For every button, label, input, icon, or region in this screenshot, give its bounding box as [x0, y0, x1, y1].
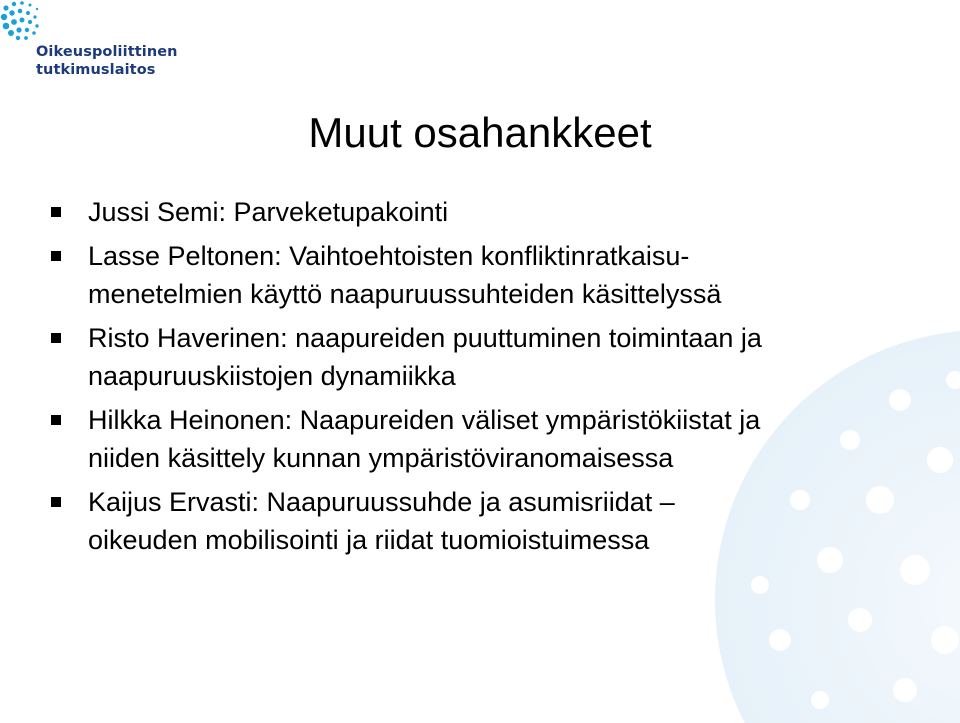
bullet-line: Kaijus Ervasti: Naapuruussuhde ja asumisriidat – — [88, 487, 675, 517]
globe-logo-icon — [0, 0, 44, 42]
square-bullet-icon — [51, 497, 61, 507]
bullet-text — [88, 401, 926, 477]
square-bullet-icon — [51, 251, 61, 261]
bullet-item — [46, 237, 926, 313]
bullet-item — [46, 483, 926, 559]
bullet-line: Jussi Semi: Parveketupakointi — [88, 197, 449, 227]
bullet-line: naapuruuskiistojen dynamiikka — [88, 361, 456, 391]
logo-line-2: tutkimuslaitos — [36, 62, 156, 78]
bullet-list — [46, 193, 926, 565]
bullet-line: menetelmien käyttö naapuruussuhteiden käsittelyssä — [88, 279, 722, 309]
bullet-line: niiden käsittely kunnan ympäristöviranomaisessa — [88, 443, 674, 473]
square-bullet-icon — [51, 207, 61, 217]
bullet-item — [46, 319, 926, 395]
bullet-text — [88, 237, 926, 313]
bullet-line: Hilkka Heinonen: Naapureiden väliset ympäristökiistat ja — [88, 405, 761, 435]
square-bullet-icon — [51, 333, 61, 343]
bullet-text — [88, 319, 926, 395]
square-bullet-icon — [51, 415, 61, 425]
logo-line-1: Oikeuspoliittinen — [36, 44, 178, 60]
logo-wordmark — [36, 43, 178, 79]
bullet-item — [46, 401, 926, 477]
bullet-line: Lasse Peltonen: Vaihtoehtoisten konfliktinratkaisu- — [88, 241, 690, 271]
bullet-line: Risto Haverinen: naapureiden puuttuminen toimintaan ja — [88, 323, 762, 353]
bullet-item — [46, 193, 926, 231]
bullet-text — [88, 483, 926, 559]
logo — [0, 0, 220, 90]
bullet-text — [88, 193, 926, 231]
bullet-line: oikeuden mobilisointi ja riidat tuomioistuimessa — [88, 525, 650, 555]
slide-title: Muut osahankkeet — [308, 109, 652, 156]
